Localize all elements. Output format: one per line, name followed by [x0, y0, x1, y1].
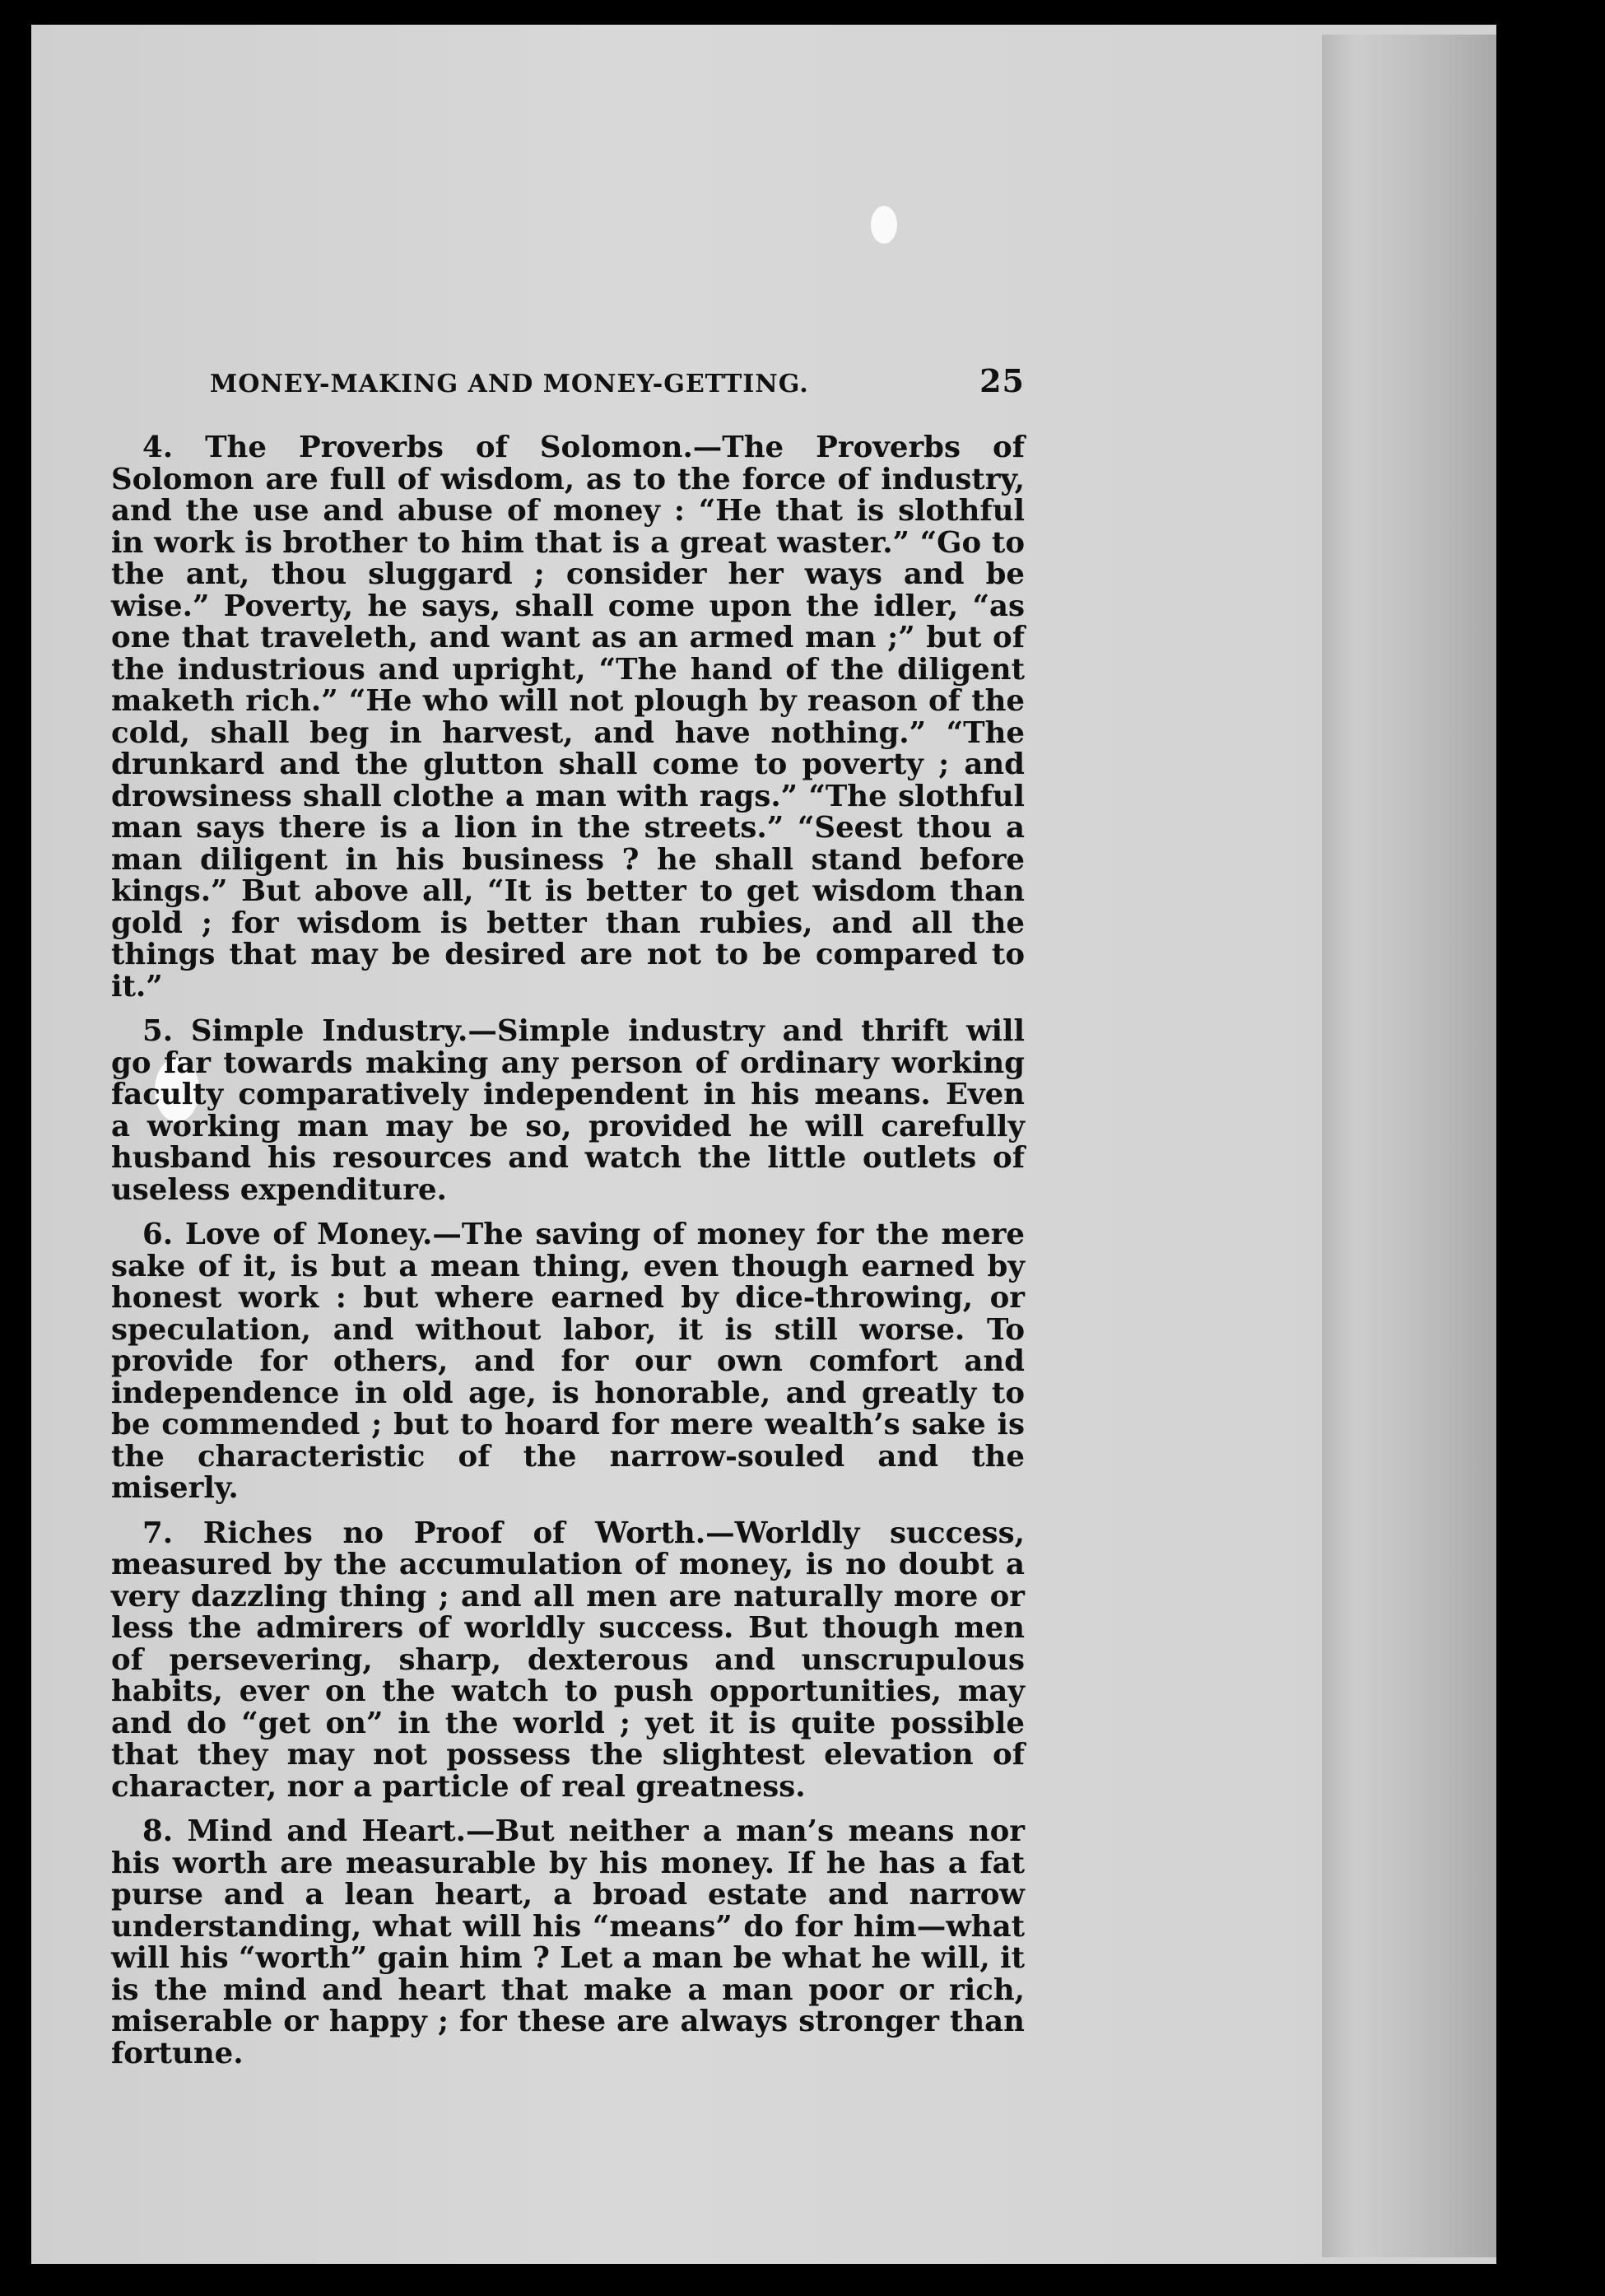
- section-heading: The Proverbs of Solomon.: [205, 431, 693, 464]
- running-head-title: MONEY-MAKING AND MONEY-GETTING.: [210, 370, 809, 398]
- section-number: 8.: [142, 1814, 174, 1848]
- section-text: —Simple industry and thrift will go far towards making any person of ordinary working faculty comparatively independent in his means. Even a working man may be so, provided he will carefully husband his resources and watch the little outlets of useless expenditure.: [111, 1014, 1025, 1207]
- section-text: —The saving of money for the mere sake of it, is but a mean thing, even though earned by honest work : but where earned by dice-throwing, or speculation, and without labor, it is still worse. To provide for others, and for our own comfort and independence in old age, is honorable, and greatly to be commended ; but to hoard for mere wealth’s sake is the characteristic of the narrow-souled and the miserly.: [111, 1218, 1025, 1505]
- section-text: —But neither a man’s means nor his worth are measurable by his money. If he has a fat purse and a lean heart, a broad estate and narrow understanding, what will his “means” do for him—what will his “worth” gain him ? Let a man be what he will, it is the mind and heart that make a man poor or rich, miserable or happy ; for these are always stronger than fortune.: [111, 1814, 1026, 2070]
- section-number: 5.: [142, 1014, 174, 1048]
- section-paragraph: [111, 1219, 1025, 1505]
- page-content: [111, 362, 1025, 2083]
- section-paragraph: [111, 1518, 1025, 1804]
- section-number: 7.: [142, 1516, 174, 1550]
- running-head: [210, 362, 1025, 399]
- section-paragraph: [111, 432, 1025, 1003]
- section-text: —The Proverbs of Solomon are full of wisdom, as to the force of industry, and the use and abuse of money : “He that is slothful in work is brother to him that is a great waster.” “Go to the ant, thou sluggard ; consider her ways and be wise.” Poverty, he says, shall come upon the idler, “as one that traveleth, and want as an armed man ;” but of the industrious and upright, “The hand of the diligent maketh rich.” “He who will not plough by reason of the cold, shall beg in harvest, and have nothing.” “The drunkard and the glutton shall come to poverty ; and drowsiness shall clothe a man with rags.” “The slothful man says there is a lion in the streets.” “Seest thou a man diligent in his business ? he shall stand before kings.” But above all, “It is better to get wisdom than gold ; for wisdom is better than rubies, and all the things that may be desired are not to be compared to it.”: [111, 431, 1025, 1004]
- page-number: 25: [979, 362, 1025, 399]
- section-paragraph: [111, 1016, 1025, 1206]
- section-number: 6.: [142, 1218, 174, 1251]
- section-heading: Riches no Proof of Worth.: [202, 1516, 706, 1550]
- section-paragraph: [111, 1816, 1025, 2070]
- section-heading: Love of Money.: [184, 1218, 433, 1251]
- section-text: —Worldly success, measured by the accumulation of money, is no doubt a very dazzling thing ; and all men are naturally more or less the admirers of worldly success. But though men of persevering, sharp, dexterous and unscrupulous habits, ever on the watch to push opportunities, may and do “get on” in the world ; yet it is quite possible that they may not possess the slightest elevation of character, nor a particle of real greatness.: [111, 1516, 1026, 1804]
- section-number: 4.: [142, 431, 174, 464]
- paper-blemish: [871, 206, 897, 244]
- section-heading: Simple Industry.: [190, 1014, 468, 1048]
- section-heading: Mind and Heart.: [187, 1814, 466, 1848]
- page-edge-shadow: [1322, 35, 1496, 2257]
